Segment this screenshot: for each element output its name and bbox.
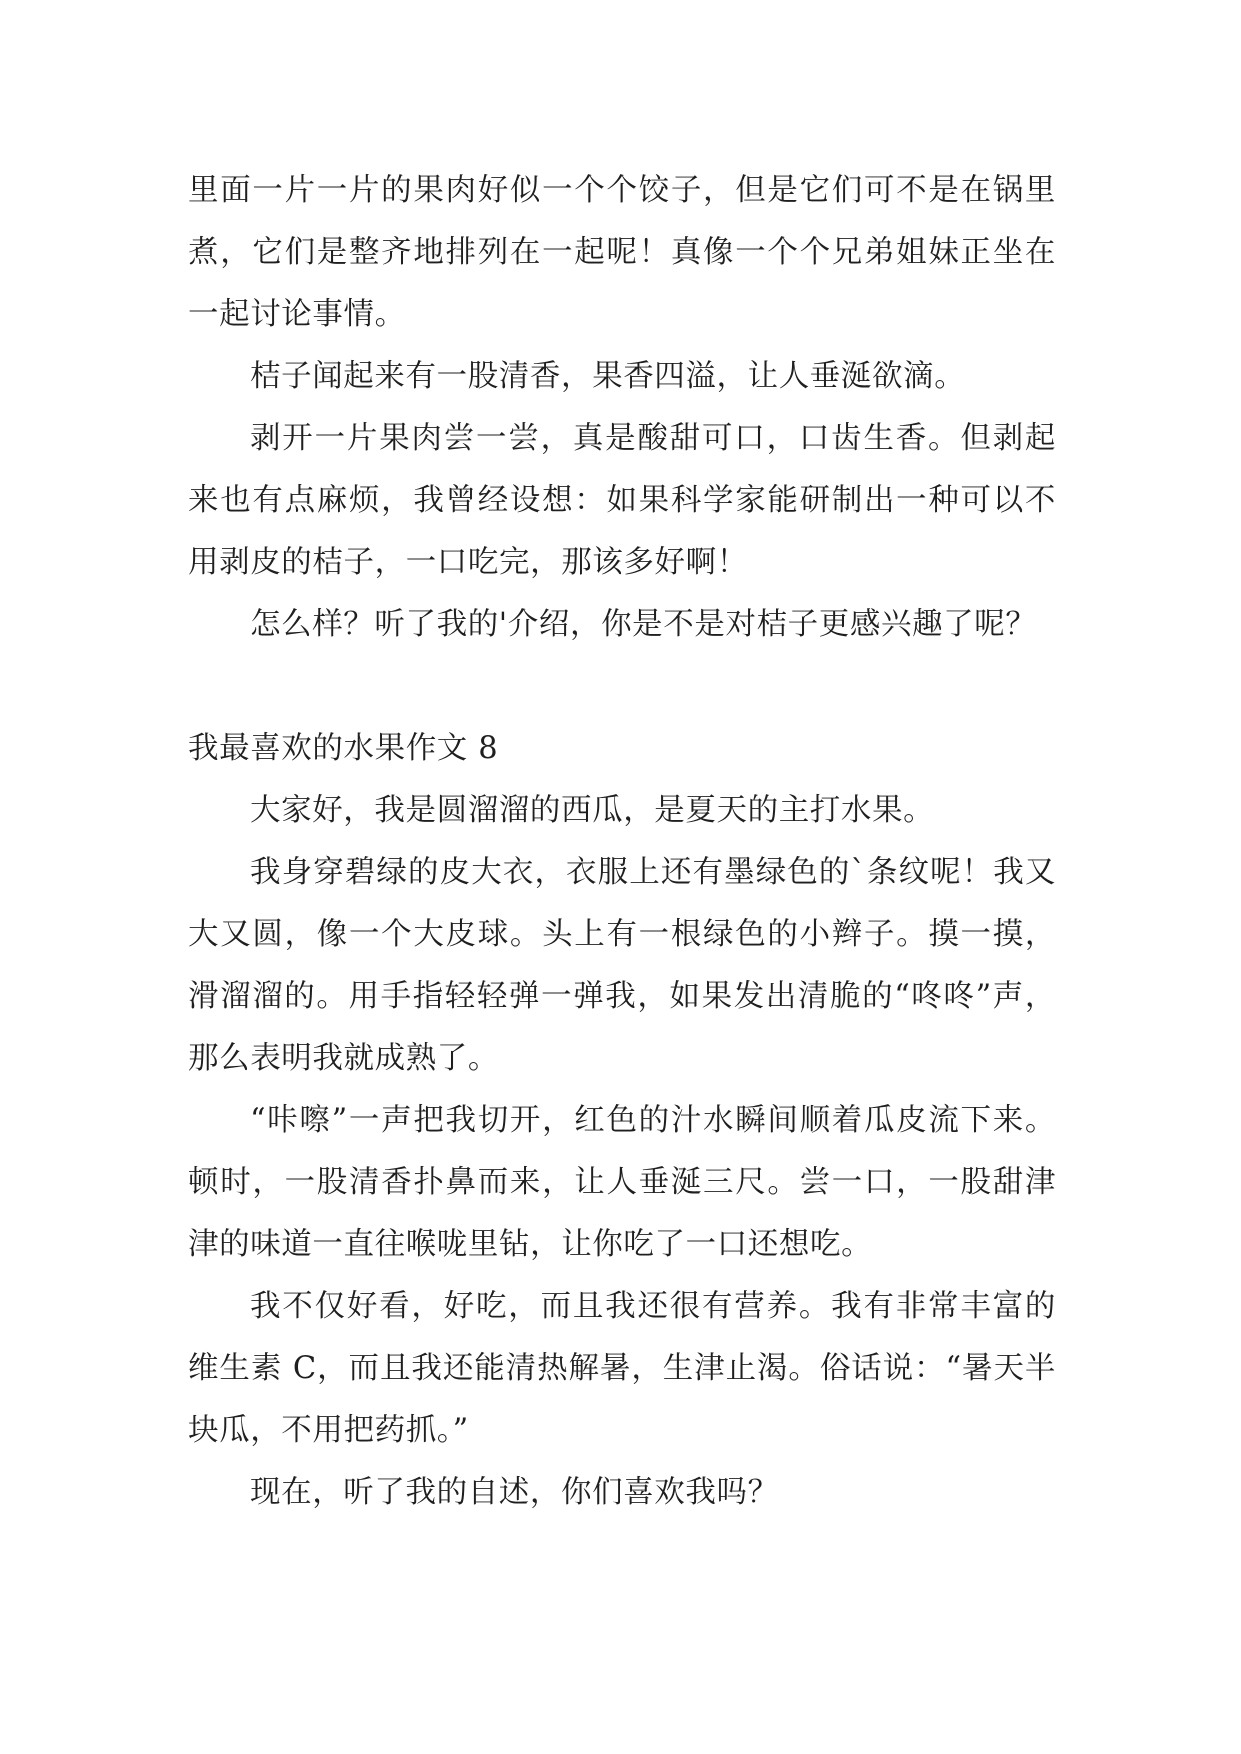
essay-paragraph-2: 我身穿碧绿的皮大衣，衣服上还有墨绿色的`条纹呢！我又大又圆，像一个大皮球。头上有一根绿色的小辫子。摸一摸，滑溜溜的。用手指轻轻弹一弹我，如果发出清脆的“咚咚”声，那么表明我就成熟了。 bbox=[188, 855, 1056, 1076]
essay-paragraph-1: 大家好，我是圆溜溜的西瓜，是夏天的主打水果。 bbox=[250, 793, 935, 828]
essay-paragraph-3: “咔嚓”一声把我切开，红色的汁水瞬间顺着瓜皮流下来。顿时，一股清香扑鼻而来，让人垂涎三尺。尝一口，一股甜津津的味道一直往喉咙里钻，让你吃了一口还想吃。 bbox=[188, 1103, 1056, 1262]
document-page bbox=[188, 160, 1056, 1524]
paragraph-continued-4: 怎么样？听了我的'介绍，你是不是对桔子更感兴趣了呢？ bbox=[250, 607, 1037, 642]
paragraph-continued-3: 剥开一片果肉尝一尝，真是酸甜可口，口齿生香。但剥起来也有点麻烦，我曾经设想：如果科学家能研制出一种可以不用剥皮的桔子，一口吃完，那该多好啊！ bbox=[188, 421, 1056, 580]
paragraph-continued-2: 桔子闻起来有一股清香，果香四溢，让人垂涎欲滴。 bbox=[250, 359, 966, 394]
essay-paragraph-4: 我不仅好看，好吃，而且我还很有营养。我有非常丰富的维生素 C，而且我还能清热解暑，生津止渴。俗话说：“暑天半块瓜，不用把药抓。” bbox=[188, 1289, 1056, 1448]
essay-paragraph-5: 现在，听了我的自述，你们喜欢我吗？ bbox=[250, 1475, 779, 1510]
paragraph-continued-1: 里面一片一片的果肉好似一个个饺子，但是它们可不是在锅里煮，它们是整齐地排列在一起呢！真像一个个兄弟姐妹正坐在一起讨论事情。 bbox=[188, 173, 1056, 332]
section-gap bbox=[188, 656, 1056, 718]
essay-title: 我最喜欢的水果作文 8 bbox=[188, 731, 499, 766]
